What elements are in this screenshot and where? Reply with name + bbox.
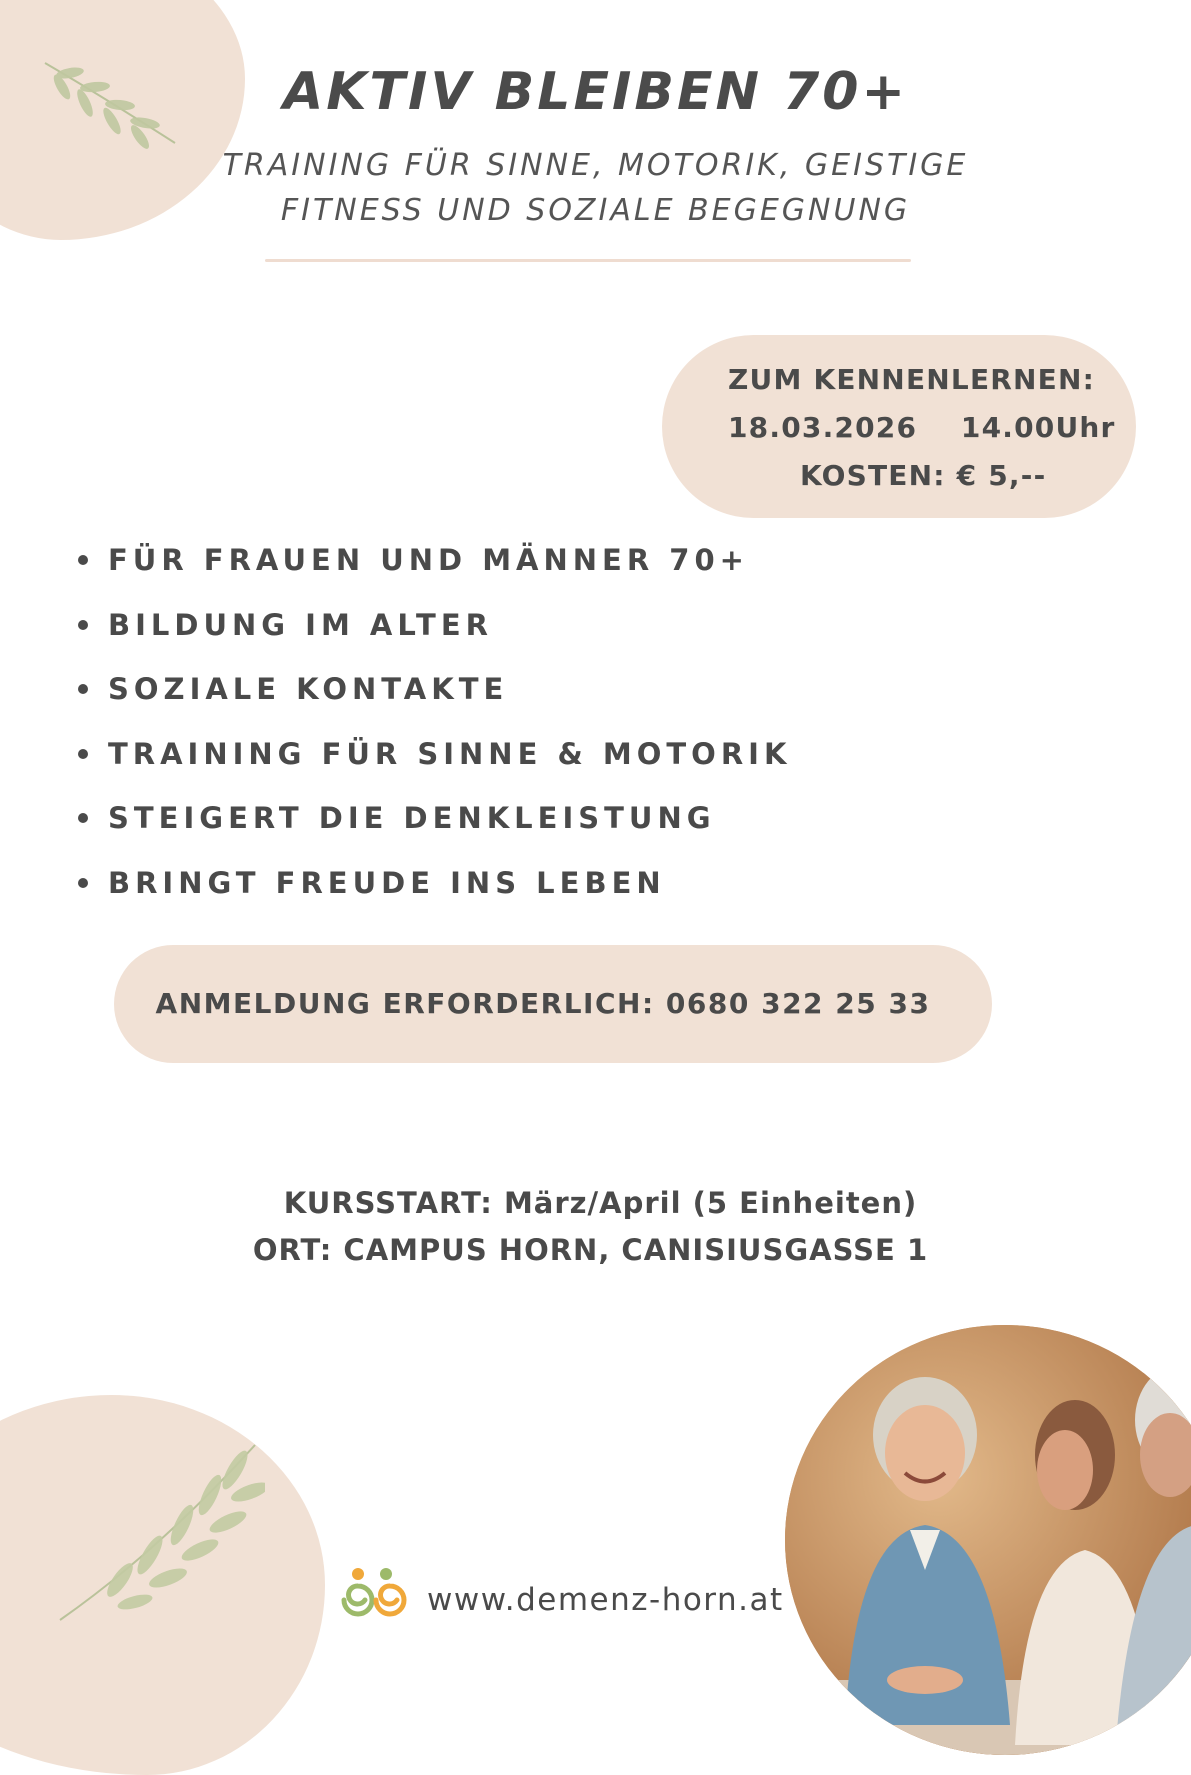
demenz-horn-logo [336, 1566, 412, 1620]
list-item-text: TRAINING FÜR SINNE & MOTORIK [108, 736, 792, 771]
registration-text: ANMELDUNG ERFORDERLICH: 0680 322 25 33 [155, 987, 931, 1020]
list-item-text: SOZIALE KONTAKTE [108, 672, 509, 707]
leaf-branch-icon [50, 1440, 265, 1630]
intro-date-time: 18.03.2026 14.00Uhr [728, 411, 1116, 444]
list-item [78, 657, 791, 722]
list-item [78, 851, 791, 916]
list-item-text: BRINGT FREUDE INS LEBEN [108, 865, 666, 900]
list-item [78, 528, 791, 593]
benefits-list [78, 528, 791, 915]
list-item-text: BILDUNG IM ALTER [108, 607, 493, 642]
website-link[interactable]: www.demenz-horn.at [427, 1582, 784, 1618]
course-start: KURSSTART: März/April (5 Einheiten) [283, 1186, 918, 1220]
bullet-icon [78, 555, 88, 565]
bullet-icon [78, 813, 88, 823]
intro-label: ZUM KENNENLERNEN: [728, 363, 1096, 396]
list-item-text: STEIGERT DIE DENKLEISTUNG [108, 801, 716, 836]
subtitle [0, 143, 1191, 233]
list-item [78, 786, 791, 851]
bullet-icon [78, 878, 88, 888]
intro-cost: KOSTEN: € 5,-- [800, 459, 1047, 492]
list-item [78, 722, 791, 787]
seniors-photo-illustration [785, 1325, 1191, 1755]
bullet-icon [78, 749, 88, 759]
list-item-text: FÜR FRAUEN UND MÄNNER 70+ [108, 543, 749, 578]
bullet-icon [78, 684, 88, 694]
seniors-photo [785, 1325, 1191, 1755]
course-info [0, 1180, 1191, 1274]
subtitle-line-2: FITNESS UND SOZIALE BEGEGNUNG [280, 193, 911, 228]
intro-info [662, 356, 1136, 500]
list-item [78, 593, 791, 658]
subtitle-line-1: TRAINING FÜR SINNE, MOTORIK, GEISTIGE [222, 148, 969, 183]
divider [265, 259, 911, 262]
course-location: ORT: CAMPUS HORN, CANISIUSGASSE 1 [252, 1233, 929, 1267]
page-title: AKTIV BLEIBEN 70+ [282, 62, 909, 122]
bullet-icon [78, 620, 88, 630]
